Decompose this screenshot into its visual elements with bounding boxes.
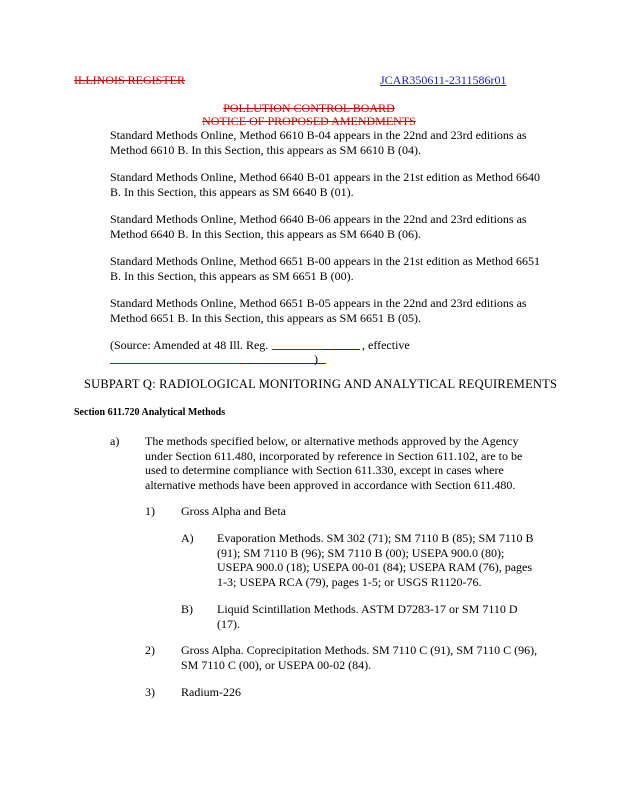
source-effective: , effective — [362, 338, 410, 352]
text-line: SM 7110 C (00), or USEPA 00-02 (84). — [181, 657, 372, 672]
paragraph-line: Method 6651 B. In this Section, this appears as SM 6651 B (05). — [110, 310, 421, 325]
item-label-1B: B) — [181, 602, 193, 616]
method-paragraph — [110, 128, 527, 157]
notice-title: NOTICE OF PROPOSED AMENDMENTS — [202, 114, 416, 128]
effective-blank-red — [110, 363, 242, 364]
text-line: 1-3; USEPA RCA (79), pages 1-5; or USGS R1120-76. — [217, 574, 482, 589]
paragraph-line: Standard Methods Online, Method 6610 B-04 appears in the 22nd and 23rd editions as — [110, 128, 527, 142]
paragraph-line: Standard Methods Online, Method 6640 B-06 appears in the 22nd and 23rd editions as — [110, 212, 527, 226]
method-paragraph — [110, 254, 540, 283]
item-label-3: 3) — [145, 685, 155, 699]
text-line: alternative methods have been approved in accordance with Section 611.480. — [145, 477, 516, 492]
board-title: POLLUTION CONTROL BOARD — [223, 101, 395, 115]
source-blank-blue — [324, 349, 360, 350]
method-paragraph — [110, 212, 527, 241]
item-1-text: Gross Alpha and Beta — [181, 504, 286, 518]
text-line: (17). — [217, 616, 240, 631]
paragraph-line: Method 6640 B. In this Section, this appears as SM 6640 B (06). — [110, 226, 421, 241]
item-label-1A: A) — [181, 531, 194, 545]
paragraph-line: Method 6610 B. In this Section, this appears as SM 6610 B (04). — [110, 142, 421, 157]
method-paragraph — [110, 296, 527, 325]
header-register-name: ILLINOIS REGISTER — [74, 73, 185, 87]
source-blank-red — [272, 349, 324, 350]
item-3-text: Radium-226 — [181, 685, 241, 699]
subpart-heading: SUBPART Q: RADIOLOGICAL MONITORING AND ANALYTICAL REQUIREMENTS — [84, 377, 558, 391]
item-a-text — [145, 434, 522, 492]
text-line: used to determine compliance with Section 611.330, except in cases where — [145, 463, 504, 477]
header-document-id: JCAR350611-2311586r01 — [380, 73, 507, 87]
source-note — [110, 338, 268, 353]
paragraph-line: Standard Methods Online, Method 6651 B-05 appears in the 22nd and 23rd editions as — [110, 296, 527, 310]
source-close-paren: ) — [314, 352, 318, 366]
text-line: USEPA 900.0 (18); USEPA 00-01 (84); USEPA RAM (76), pages — [217, 560, 533, 574]
text-line: Liquid Scintillation Methods. ASTM D7283-17 or SM 7110 D — [217, 602, 518, 616]
section-heading: Section 611.720 Analytical Methods — [74, 407, 226, 418]
item-1A-text — [217, 531, 533, 589]
paragraph-line: B. In this Section, this appears as SM 6640 B (01). — [110, 184, 354, 199]
text-line: under Section 611.480, incorporated by reference in Section 611.102, are to be — [145, 448, 523, 463]
text-line: Gross Alpha. Coprecipitation Methods. SM 7110 C (91), SM 7110 C (96), — [181, 643, 538, 657]
text-line: The methods specified below, or alternative methods approved by the Agency — [145, 434, 519, 448]
item-1B-text — [217, 602, 518, 631]
paragraph-line: B. In this Section, this appears as SM 6651 B (00). — [110, 268, 354, 283]
item-2-text — [181, 643, 537, 672]
text-line: (91); SM 7110 B (96); SM 7110 B (00); USEPA 900.0 (80); — [217, 545, 505, 560]
paragraph-line: Standard Methods Online, Method 6640 B-01 appears in the 21st edition as Method 6640 — [110, 170, 540, 184]
item-label-a: a) — [110, 434, 120, 448]
item-label-1: 1) — [145, 504, 155, 518]
text-line: Evaporation Methods. SM 302 (71); SM 7110 B (85); SM 7110 B — [217, 531, 534, 545]
paragraph-line: Standard Methods Online, Method 6651 B-00 appears in the 21st edition as Method 6651 — [110, 254, 540, 268]
source-prefix: (Source: Amended at 48 Ill. Reg. — [110, 338, 269, 352]
method-paragraph — [110, 170, 540, 199]
item-label-2: 2) — [145, 643, 155, 657]
